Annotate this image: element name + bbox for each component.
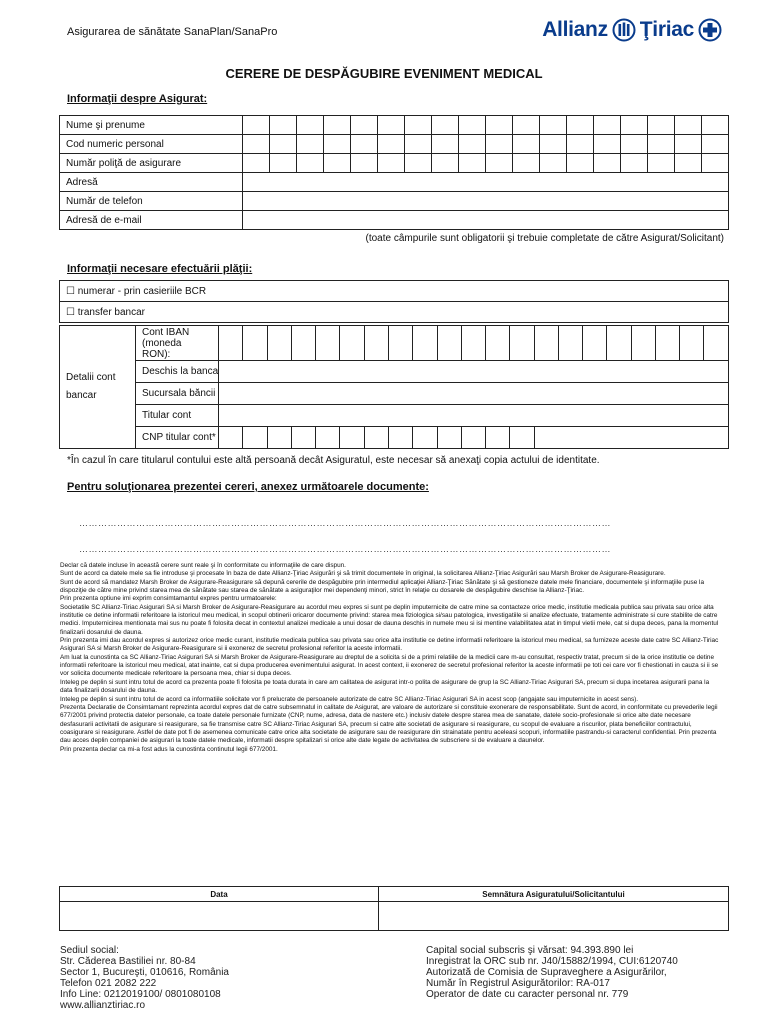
- document-line-1[interactable]: ……………………………………………………………………………………………………………………………………………………: [79, 518, 611, 528]
- bank-details-label: [60, 326, 136, 449]
- insured-input-cell[interactable]: [432, 154, 459, 173]
- account-footnote: *În cazul în care titularul contului este altă persoană decât Asiguratul, este necesar să anexaţi copia actului de identitate.: [67, 455, 600, 466]
- insured-heading: Informaţii despre Asigurat:: [67, 93, 208, 105]
- insured-input-cell[interactable]: [297, 116, 324, 135]
- holder-cnp-input-cell[interactable]: [437, 427, 461, 449]
- signature-header: Semnătura Asiguratului/Solicitantului: [379, 887, 729, 902]
- branch-input-field[interactable]: [219, 383, 729, 405]
- insured-input-cell[interactable]: [270, 135, 297, 154]
- footer-right: [426, 945, 678, 1000]
- declaration-paragraph: Prin prezenta optiune imi exprim consimtamantul expres pentru urmatoarele:: [60, 595, 277, 603]
- insured-input-cell[interactable]: [594, 116, 621, 135]
- holder-input-field[interactable]: [219, 405, 729, 427]
- iban-input-cell[interactable]: [267, 326, 291, 361]
- iban-label: [136, 326, 219, 361]
- insured-input-cell[interactable]: [324, 116, 351, 135]
- insured-input-cell[interactable]: [702, 116, 729, 135]
- declaration-paragraph: Inteleg pe deplin si sunt intru totul de acord ca prezenta poate fi folosita pe toata durata in care am calitatea de asigurat intr-o polita de asigurare de grup la SC Allianz-Tiriac Asigurari SA, precum si dupa incetarea asigurarii pana la data finalizarii dosarului de dauna.: [60, 678, 710, 695]
- insured-input-cell[interactable]: [432, 116, 459, 135]
- iban-label-line: RON):: [142, 348, 171, 360]
- product-name: Asigurarea de sănătate SanaPlan/SanaPro: [67, 26, 278, 38]
- holder-cnp-label: CNP titular cont*: [136, 427, 219, 449]
- iban-input-cell[interactable]: [340, 326, 364, 361]
- footer-right-line: Număr în Registrul Asigurătorilor: RA-017: [426, 978, 610, 989]
- insured-input-cell[interactable]: [486, 154, 513, 173]
- bank-details-label-line1: Detalii cont: [66, 372, 116, 383]
- iban-input-cell[interactable]: [389, 326, 413, 361]
- declaration-paragraph: Inteleg pe deplin si sunt intru totul de acord ca informatiile solicitate vor fi prelucrate de persoanele autorizate de catre SC Allianz-Tiriac Asigurari SA in acest scop (angajate sau imputernicite in acest sens).: [60, 695, 639, 703]
- insured-input-cell[interactable]: [702, 154, 729, 173]
- iban-input-cell[interactable]: [631, 326, 655, 361]
- cnp-blank-area: [534, 427, 728, 449]
- transfer-option-label: transfer bancar: [77, 306, 146, 318]
- footer-left-line: Sediul social:: [60, 945, 119, 956]
- insured-input-cell[interactable]: [405, 154, 432, 173]
- holder-cnp-input-cell[interactable]: [243, 427, 267, 449]
- insured-input-cell[interactable]: [486, 116, 513, 135]
- insured-input-cell[interactable]: [378, 135, 405, 154]
- insured-input-cell[interactable]: [513, 135, 540, 154]
- insured-row-label: Adresă: [60, 173, 243, 192]
- holder-cnp-input-cell[interactable]: [413, 427, 437, 449]
- insured-input-cell[interactable]: [405, 135, 432, 154]
- insured-input-cell[interactable]: [648, 154, 675, 173]
- iban-input-cell[interactable]: [243, 326, 267, 361]
- footer-left-line: Str. Căderea Bastiliei nr. 80-84: [60, 956, 196, 967]
- holder-label: Titular cont: [136, 405, 219, 427]
- insured-input-cell[interactable]: [513, 154, 540, 173]
- insured-input-cell[interactable]: [702, 135, 729, 154]
- insured-input-cell[interactable]: [540, 116, 567, 135]
- insured-input-cell[interactable]: [486, 135, 513, 154]
- brand-right: Ţiriac: [639, 18, 694, 41]
- footer-left: [60, 945, 229, 1011]
- declaration-paragraph: Am luat la cunostinta ca SC Allianz-Tiriac Asigurari SA si Marsh Broker de Asigurare-Reasigurare au dreptul de a solicita si de a primi relatiile de la medicii care m-au consultat, respectiv tratat, precum si de la orice institutie ce detine informatii referitoare la istoricul meu medical, atat inainte, cat si dupa producerea evenimentului asigurat. In acest context, ii exonerez de secretul profesional referitor la aceste informatii pe toti cei care vor fi chestionati in cauza si ii se vor solicita documente medicale referitoare la persoana mea, chiar si dupa deces.: [60, 653, 719, 678]
- cross-emblem-icon: [698, 18, 722, 42]
- insured-input-cell[interactable]: [324, 154, 351, 173]
- date-header: Data: [60, 887, 379, 902]
- holder-cnp-input-cell[interactable]: [510, 427, 534, 449]
- iban-input-cell[interactable]: [219, 326, 243, 361]
- insured-input-cell[interactable]: [405, 116, 432, 135]
- insured-input-field[interactable]: [243, 211, 729, 230]
- declaration-paragraph: Sunt de acord să mandatez Marsh Broker de Asigurare-Reasigurare să depună cererile de despăgubire prin intermediul aplicaţiei Allianz-Ţiriac Sănătate şi să gestioneze datele mele financiare, documentele şi informaţiile puse la dispoziţie de către mine privind starea mea de sănătate sau starea de sănătate a asiguraţilor mei dependenţi minori, strict în relaţie cu dosarele de despăgubire deschise la Allianz-Ţiriac.: [60, 578, 705, 595]
- insured-input-cell[interactable]: [594, 135, 621, 154]
- payment-heading: Informaţii necesare efectuării plăţii:: [67, 263, 253, 275]
- iban-input-cell[interactable]: [437, 326, 461, 361]
- payment-options-table: [59, 280, 729, 323]
- iban-input-cell[interactable]: [461, 326, 485, 361]
- insured-input-cell[interactable]: [351, 135, 378, 154]
- declaration-paragraph: Prin prezenta declar ca mi-a fost adus la cunostinta continutul legii 677/2001.: [60, 745, 278, 753]
- iban-input-cell[interactable]: [558, 326, 582, 361]
- insured-input-cell[interactable]: [459, 116, 486, 135]
- opened-at-label: Deschis la banca: [136, 361, 219, 383]
- footer-left-line: www.allianztiriac.ro: [60, 1000, 146, 1011]
- footer-left-line: Info Line: 0212019100/ 0801080108: [60, 989, 221, 1000]
- iban-input-cell[interactable]: [316, 326, 340, 361]
- branch-label: Sucursala băncii: [136, 383, 219, 405]
- insured-input-cell[interactable]: [621, 154, 648, 173]
- iban-input-cell[interactable]: [364, 326, 388, 361]
- insured-input-field[interactable]: [243, 173, 729, 192]
- insured-input-cell[interactable]: [459, 154, 486, 173]
- insured-input-cell[interactable]: [621, 116, 648, 135]
- holder-cnp-input-cell[interactable]: [486, 427, 510, 449]
- declaration-paragraph: Sunt de acord ca datele mele sa fie introduse şi procesate în baza de date Allianz-Ţiriac Asigurări şi să trimit documentele în original, la solicitarea Allianz-Ţiriac Asigurări sau Marsh Broker de Asigurare-Reasigurare.: [60, 570, 666, 578]
- holder-cnp-input-cell[interactable]: [364, 427, 388, 449]
- holder-cnp-input-cell[interactable]: [461, 427, 485, 449]
- insured-input-cell[interactable]: [567, 116, 594, 135]
- footer-left-line: Sector 1, Bucureşti, 010616, România: [60, 967, 229, 978]
- insured-input-cell[interactable]: [459, 135, 486, 154]
- iban-input-cell[interactable]: [607, 326, 631, 361]
- insured-input-cell[interactable]: [351, 116, 378, 135]
- declaration-paragraph: Societatile SC Allianz-Tiriac Asigurari SA si Marsh Broker de Asigurare-Reasigurare au acordul meu expres si sunt pe deplin imputernicite de catre mine sa contacteze orice medic, institutie medicala publica sau privata sau orice alta institutie ce detine informatii referitoare la istoricul meu medical, in scopul obtinerii oricaror documente privind: starea mea fiziologica si/sau patologica, investigatiile si analize efectuate, tratamente administrate si cure stabilite de catre medici. Imputernicirea mentionata mai sus nu poate fi folosita decat in contextul analizei medicale a unui dosar de dauna deschis in numele meu si isi mentine valabilitatea atat in timpul vietii mele, cat si dupa deces, pana la momentul finalizarii dosarului de dauna.: [60, 603, 719, 636]
- holder-cnp-input-cell[interactable]: [267, 427, 291, 449]
- signature-field[interactable]: [379, 902, 729, 931]
- bank-details-label-line2: bancar: [66, 390, 97, 401]
- insured-input-cell[interactable]: [540, 135, 567, 154]
- documents-heading: Pentru soluţionarea prezentei cereri, anexez următoarele documente:: [67, 481, 429, 493]
- holder-cnp-input-cell[interactable]: [340, 427, 364, 449]
- insured-row-label: Număr de telefon: [60, 192, 243, 211]
- holder-cnp-input-cell[interactable]: [316, 427, 340, 449]
- iban-input-cell[interactable]: [510, 326, 534, 361]
- insured-input-cell[interactable]: [540, 154, 567, 173]
- insured-input-cell[interactable]: [243, 154, 270, 173]
- iban-label-line: (moneda: [142, 337, 182, 349]
- iban-input-cell[interactable]: [486, 326, 510, 361]
- consent-declaration: [60, 562, 720, 754]
- holder-cnp-input-cell[interactable]: [389, 427, 413, 449]
- insured-input-cell[interactable]: [297, 154, 324, 173]
- insured-input-cell[interactable]: [675, 154, 702, 173]
- insured-input-cell[interactable]: [648, 135, 675, 154]
- declaration-paragraph: Declar că datele incluse în această cerere sunt reale şi în conformitate cu informaţiile de care dispun.: [60, 562, 346, 569]
- signature-table: [59, 886, 729, 931]
- iban-input-cell[interactable]: [704, 326, 729, 361]
- holder-cnp-input-cell[interactable]: [219, 427, 243, 449]
- insured-row-label: Nume şi prenume: [60, 116, 243, 135]
- iban-label-line: Cont IBAN: [142, 326, 190, 338]
- cash-option-label: numerar - prin casieriile BCR: [77, 285, 207, 297]
- footer-right-line: Capital social subscris şi vărsat: 94.393.890 lei: [426, 945, 634, 956]
- insured-input-cell[interactable]: [378, 154, 405, 173]
- insured-input-cell[interactable]: [432, 135, 459, 154]
- iban-input-cell[interactable]: [291, 326, 315, 361]
- footer-right-line: Operator de date cu caracter personal nr. 779: [426, 989, 629, 1000]
- brand-left: Allianz: [542, 18, 608, 41]
- date-field[interactable]: [60, 902, 379, 931]
- insured-input-cell[interactable]: [675, 116, 702, 135]
- insured-input-cell[interactable]: [243, 135, 270, 154]
- insured-input-cell[interactable]: [378, 116, 405, 135]
- insured-input-cell[interactable]: [351, 154, 378, 173]
- declaration-paragraph: Prezenta Declaratie de Consimtamant reprezinta acordul expres dat de catre subsemnatul in calitate de Asigurat, are valoare de autorizare si constituie exonerare de responsabilitate. Sunt de acord, in conformitate cu prevederile legii 677/2001 privind protectia datelor personale, ca toate datele personale furnizate (CNP, nume, adresa, data de nastere etc.) inclusiv datele despre starea mea de sanatate, datele socio-profesionale si orice alte date necesare desfasurarii activitatii de asigurare si reasigurare, sa fie transmise catre SC Allianz-Tiriac Asigurari SA, precum si catre alte societati de asigurare si reasigurare, cu scopul de evaluare a riscurilor, plata beneficiilor contractului, coasigurare si reasigurare. Astfel de date pot fi de asemenea comunicate catre orice alta societate de asigurare sau de reasigurare din strainatate pentru aceleasi scopuri, informatiile pastrandu-si caracterul confidential. Prin prezenta dau acces deplin companiei de asigurari la toate datele medicale, informatii despre spitalizari si orice alte date legate de activitatea de subscriere si de evaluare a daunelor.: [60, 703, 718, 745]
- insured-input-cell[interactable]: [297, 135, 324, 154]
- footer-right-line: Autorizată de Comisia de Supraveghere a Asigurărilor,: [426, 967, 667, 978]
- iban-input-cell[interactable]: [680, 326, 704, 361]
- declaration-paragraph: Prin prezenta imi dau acordul expres si autorizez orice medic curant, institutie medicala publica sau privata sau orice alta institutie ce detine informatii referitoare la istoricul meu medical, sa furnizeze aceste date catre SC Allianz-Tiriac Asigurari SA si Marsh Broker de Asigurare-Reasigurare si ii exonerez de secretul profesional referitor la aceste informatii.: [60, 637, 719, 653]
- footer-right-line: Inregistrat la ORC sub nr. J40/15882/1994, CUI:6120740: [426, 956, 678, 967]
- insured-row-label: Număr poliţă de asigurare: [60, 154, 243, 173]
- mandatory-note: (toate câmpurile sunt obligatorii şi trebuie completate de către Asigurat/Solicitant): [365, 233, 724, 244]
- insured-input-cell[interactable]: [270, 154, 297, 173]
- iban-input-cell[interactable]: [413, 326, 437, 361]
- iban-input-cell[interactable]: [655, 326, 679, 361]
- insured-input-cell[interactable]: [621, 135, 648, 154]
- opened-at-input-field[interactable]: [219, 361, 729, 383]
- insured-input-cell[interactable]: [243, 116, 270, 135]
- allianz-eagle-icon: [612, 18, 636, 42]
- insured-table: [59, 115, 729, 230]
- insured-input-cell[interactable]: [567, 154, 594, 173]
- insured-input-cell[interactable]: [675, 135, 702, 154]
- iban-input-cell[interactable]: [534, 326, 558, 361]
- insured-row-label: Cod numeric personal: [60, 135, 243, 154]
- document-line-2[interactable]: ……………………………………………………………………………………………………………………………………………………: [79, 544, 611, 554]
- transfer-option[interactable]: ☐ transfer bancar: [60, 302, 729, 323]
- insured-input-field[interactable]: [243, 192, 729, 211]
- brand-logo: [542, 18, 722, 42]
- insured-input-cell[interactable]: [567, 135, 594, 154]
- insured-input-cell[interactable]: [594, 154, 621, 173]
- page-title: CERERE DE DESPĂGUBIRE EVENIMENT MEDICAL: [225, 66, 543, 81]
- iban-input-cell[interactable]: [583, 326, 607, 361]
- holder-cnp-input-cell[interactable]: [291, 427, 315, 449]
- insured-input-cell[interactable]: [648, 116, 675, 135]
- insured-input-cell[interactable]: [270, 116, 297, 135]
- footer-left-line: Telefon 021 2082 222: [60, 978, 157, 989]
- insured-input-cell[interactable]: [513, 116, 540, 135]
- bank-details-table: [59, 325, 729, 449]
- insured-input-cell[interactable]: [324, 135, 351, 154]
- cash-option[interactable]: ☐ numerar - prin casieriile BCR: [60, 281, 729, 302]
- insured-row-label: Adresă de e-mail: [60, 211, 243, 230]
